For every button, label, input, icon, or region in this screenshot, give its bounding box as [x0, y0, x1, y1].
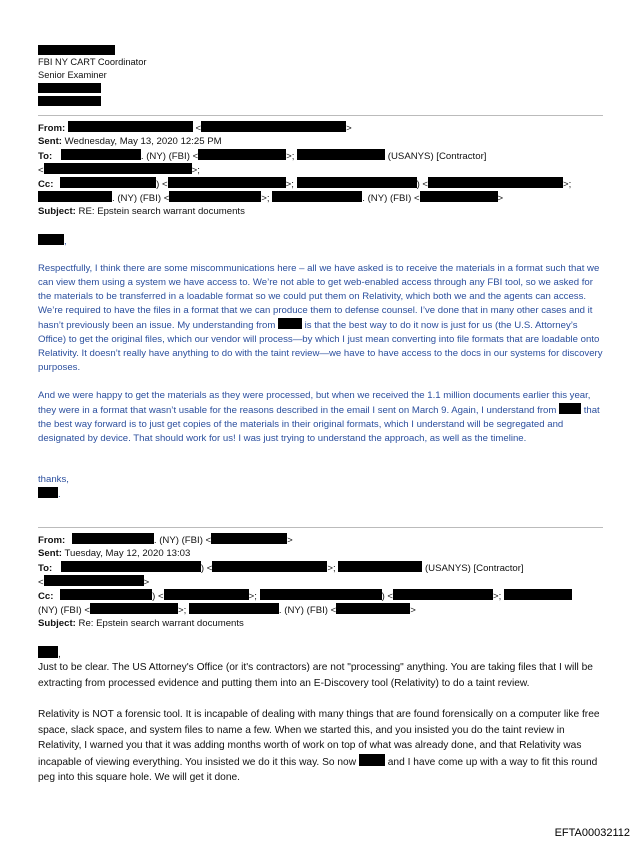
redaction-block — [393, 589, 493, 600]
redaction-block — [60, 177, 156, 188]
email2-subject-line — [38, 617, 608, 631]
redaction-block — [297, 177, 417, 188]
sent-value: Tuesday, May 12, 2020 13:03 — [64, 548, 191, 559]
redaction-block — [504, 589, 572, 600]
redaction-block — [169, 191, 261, 202]
redaction-block — [428, 177, 563, 188]
email1-cc-line-2: . (NY) (FBI) < >; . (NY) (FBI) < > — [38, 191, 608, 206]
subject-label: Subject: — [38, 206, 76, 217]
sent-value: Wednesday, May 13, 2020 12:25 PM — [64, 136, 222, 147]
email2-to-line-2: < > — [38, 577, 150, 588]
subject-value: RE: Epstein search warrant documents — [78, 206, 245, 217]
email-divider — [38, 527, 603, 528]
to-label: To: — [38, 563, 53, 574]
email1-closing: thanks, — [38, 474, 69, 485]
email1-greeting: , — [38, 234, 603, 249]
redaction-block — [61, 561, 201, 572]
redaction-block — [420, 191, 498, 202]
email2-to-line: To: ) < >; (USANYS) [Contractor] — [38, 563, 524, 574]
email1-paragraph-2: And we were happy to get the materials as they were processed, but when we received the 1.1 million documents earlier this year, they were in a format that wasn’t usable for the reasons described in the email I sent on March 9. Again, I understand from that the best way forward is to just get copies of the materials in their original formats, which I understand will be segregated and designated by device. That should work for us! I was just trying to understand the approach, as well as the timeline. — [38, 390, 600, 444]
redaction-block — [168, 177, 286, 188]
redaction-block — [278, 318, 302, 329]
email1-sent-line — [38, 135, 608, 149]
email1-from-line: From: < > — [38, 123, 352, 134]
subject-label: Subject: — [38, 618, 76, 629]
email2-paragraph-1: Just to be clear. The US Attorney's Office (or it's contractors) are not "processing" anything. You are taking files that I will be extracting from processed evidence and putting them into an E-Discovery tool (Relativity) to do a taint review. — [38, 662, 593, 689]
redaction-block — [38, 191, 112, 202]
redaction-block — [38, 45, 115, 55]
email1-subject-line — [38, 205, 608, 219]
email1-to-line: To: . (NY) (FBI) < >; (USANYS) [Contractor] — [38, 151, 487, 162]
from-label: From: — [38, 535, 66, 546]
redaction-block — [272, 191, 362, 202]
sent-label: Sent: — [38, 548, 62, 559]
email2-paragraph-2: Relativity is NOT a forensic tool. It is incapable of dealing with many things that are found forensically on a computer like free space, slack space, and system files to name a few. When we started this, and you insisted you do the taint review in Relativity, I warned you that it was adding months worth of work on top of what was already done, and that Relativity was incapable of viewing everything. You insisted we do it this way. So now and I have come up with a way to fit this round peg into this square hole. We will get it done. — [38, 709, 600, 784]
redaction-block — [336, 603, 410, 614]
redaction-block — [38, 83, 101, 93]
redaction-block — [211, 533, 287, 544]
redaction-block — [559, 403, 581, 414]
email1-cc-line: Cc: ) < >; ) < >; — [38, 179, 572, 190]
email2-cc-line-2: (NY) (FBI) < >; . (NY) (FBI) < > — [38, 605, 416, 616]
email2-cc-line: Cc: ) < >; ) < >; — [38, 589, 608, 604]
cc-label: Cc: — [38, 179, 54, 190]
email2-sent-line — [38, 547, 608, 561]
redaction-block — [38, 646, 58, 658]
redaction-block — [90, 603, 178, 614]
signature-title: FBI NY CART Coordinator — [38, 57, 147, 67]
redaction-block — [212, 561, 327, 572]
bates-number: EFTA00032112 — [554, 827, 630, 839]
signature-role: Senior Examiner — [38, 70, 107, 80]
redaction-block — [60, 589, 152, 600]
redaction-block — [164, 589, 249, 600]
redaction-block — [338, 561, 422, 572]
email1-signature: . — [38, 487, 603, 502]
from-label: From: — [38, 123, 66, 134]
redaction-block — [359, 754, 385, 766]
to-label: To: — [38, 151, 53, 162]
redaction-block — [189, 603, 279, 614]
subject-value: Re: Epstein search warrant documents — [78, 618, 244, 629]
redaction-block — [297, 149, 385, 160]
redaction-block — [198, 149, 286, 160]
redaction-block — [44, 163, 192, 174]
redaction-block — [44, 575, 144, 586]
email2-from-line: From: . (NY) (FBI) < > — [38, 535, 293, 546]
header-divider — [38, 115, 603, 116]
redaction-block — [72, 533, 154, 544]
redaction-block — [201, 121, 346, 132]
cc-label: Cc: — [38, 591, 54, 602]
redaction-block — [38, 487, 58, 498]
redaction-block — [61, 149, 141, 160]
email2-greeting: , — [38, 646, 603, 663]
redaction-block — [38, 96, 101, 106]
redaction-block — [38, 234, 64, 245]
email1-paragraph-1: Respectfully, I think there are some miscommunications here – all we have asked is to receive the materials in a format such that we can view them using a system we have access to. We’re not able to get web-enabled access through any FBI tool, so we asked for the materials to be transferred in a loadable format so we could put them on Relativity, which both we and the agents can access. We’re required to have the files in a format that we can produce them to defense counsel. I’ve done that in many other cases and it hasn’t previously been an issue. My understanding from is that the best way to do it now is just for us (the U.S. Attorney’s Office) to get the original files, which our vendor will process—by which I just mean converting into file formats that are loadable onto Relativity. It doesn’t really have anything to do with the taint review—we have to have access to the docs in our systems for discovery purposes. — [38, 263, 603, 373]
sent-label: Sent: — [38, 136, 62, 147]
redaction-block — [68, 121, 193, 132]
email1-to-line-2: < >; — [38, 165, 200, 176]
redaction-block — [260, 589, 382, 600]
